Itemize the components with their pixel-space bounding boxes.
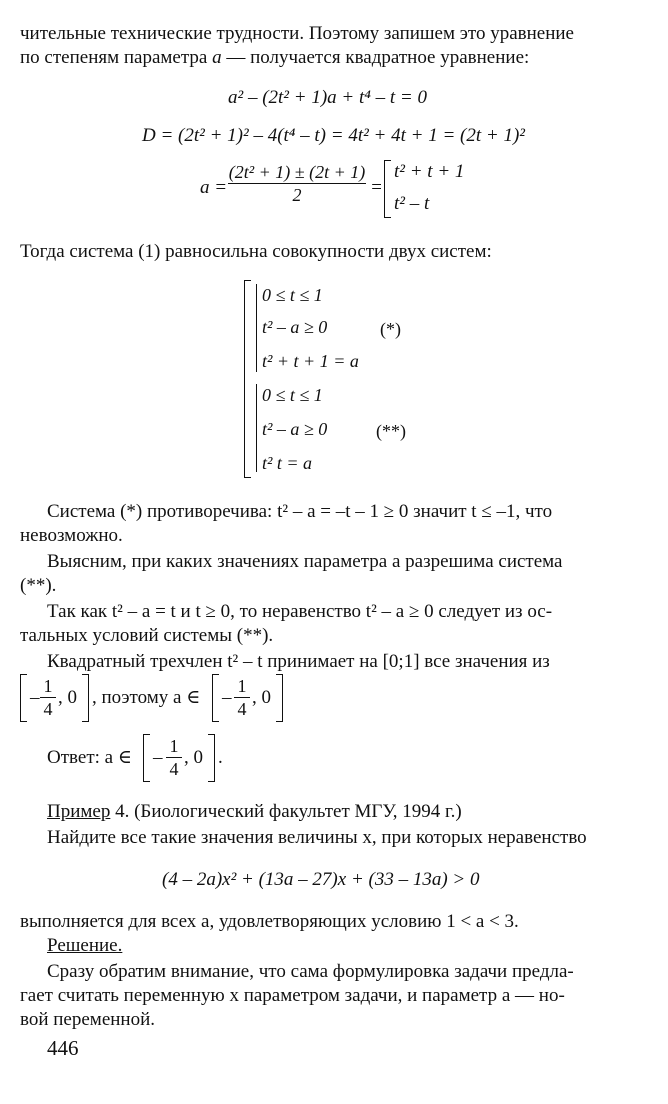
interval-bracket-left xyxy=(143,734,150,782)
fraction-numerator: (2t² + 1) ± (2t + 1) xyxy=(228,162,366,182)
system1-label: (*) xyxy=(380,319,401,339)
answer-label: Ответ: a ∈ xyxy=(47,747,132,768)
text-line: по степеням параметра а — получается квадратное уравнение: xyxy=(20,47,530,68)
system2-brace xyxy=(256,384,257,472)
text-line: Сразу обратим внимание, что сама формулировка задачи предла- xyxy=(47,961,574,982)
text-line: тальных условий системы (**). xyxy=(20,625,274,646)
system1-line3: t² + t + 1 = a xyxy=(262,351,359,371)
fraction-quarter: 1 4 xyxy=(40,676,56,719)
system2-line2: t² – a ≥ 0 xyxy=(262,419,328,439)
equation-discriminant: D = (2t² + 1)² – 4(t⁴ – t) = 4t² + 4t + 1 = (2t + 1)² xyxy=(142,125,525,146)
equals-sign: = xyxy=(370,177,383,198)
text-line: выполняется для всех a, удовлетворяющих условию 1 < a < 3. xyxy=(20,911,519,932)
minus-sign: – xyxy=(153,747,163,768)
period: . xyxy=(218,747,223,768)
system2-label: (**) xyxy=(376,421,406,441)
text-line: Найдите все такие значения величины x, при которых неравенство xyxy=(47,827,587,848)
text-line: Квадратный трехчлен t² – t принимает на [0;1] все значения из xyxy=(47,651,550,672)
text-line: гает считать переменную x параметром задачи, и параметр a — но- xyxy=(20,985,565,1006)
equation-roots-lhs: a = xyxy=(200,177,228,198)
interval-bracket-left xyxy=(20,674,27,722)
system1-brace xyxy=(256,284,257,372)
root-case-2: t² – t xyxy=(394,193,430,214)
interval-end: , 0 xyxy=(184,747,203,768)
text-line: Тогда система (1) равносильна совокупности двух систем: xyxy=(20,241,492,262)
text-line: вой переменной. xyxy=(20,1009,156,1030)
fraction-denominator: 2 xyxy=(292,185,302,205)
example-heading: Пример 4. (Биологический факультет МГУ, 1994 г.) xyxy=(47,801,462,822)
text-line: Выясним, при каких значениях параметра a разрешима система xyxy=(47,551,563,572)
text-line: (**). xyxy=(20,575,57,596)
system1-line2: t² – a ≥ 0 xyxy=(262,317,328,337)
roots-fraction xyxy=(228,162,366,205)
minus-sign: – xyxy=(222,687,232,708)
fraction-quarter: 1 4 xyxy=(166,736,182,779)
interval-bracket-left xyxy=(212,674,219,722)
system1-line1: 0 ≤ t ≤ 1 xyxy=(262,285,323,305)
text-fragment: , поэтому a ∈ xyxy=(92,687,201,708)
fraction-quarter: 1 4 xyxy=(234,676,250,719)
collection-bracket xyxy=(244,280,251,478)
system2-line1: 0 ≤ t ≤ 1 xyxy=(262,385,323,405)
interval-end: , 0 xyxy=(252,687,271,708)
text-line: Система (*) противоречива: t² – a = –t – 1 ≥ 0 значит t ≤ –1, что xyxy=(47,501,553,522)
text-line: невозможно. xyxy=(20,525,123,546)
root-case-1: t² + t + 1 xyxy=(394,161,465,182)
solution-heading: Решение. xyxy=(47,935,123,956)
page-number: 446 xyxy=(47,1036,79,1060)
equation-quadratic: a² – (2t² + 1)a + t⁴ – t = 0 xyxy=(228,87,427,108)
text-line: Так как t² – a = t и t ≥ 0, то неравенство t² – a ≥ 0 следует из ос- xyxy=(47,601,553,622)
interval-bracket-right xyxy=(82,674,89,722)
text-line: чительные технические трудности. Поэтому запишем это уравнение xyxy=(20,23,574,44)
interval-bracket-right xyxy=(208,734,215,782)
interval-end: , 0 xyxy=(58,687,77,708)
system2-line3: t² t = a xyxy=(262,453,313,473)
cases-bracket xyxy=(384,160,391,218)
interval-bracket-right xyxy=(276,674,283,722)
minus-sign: – xyxy=(30,687,40,708)
inequality: (4 – 2a)x² + (13a – 27)x + (33 – 13a) > 0 xyxy=(162,869,480,890)
